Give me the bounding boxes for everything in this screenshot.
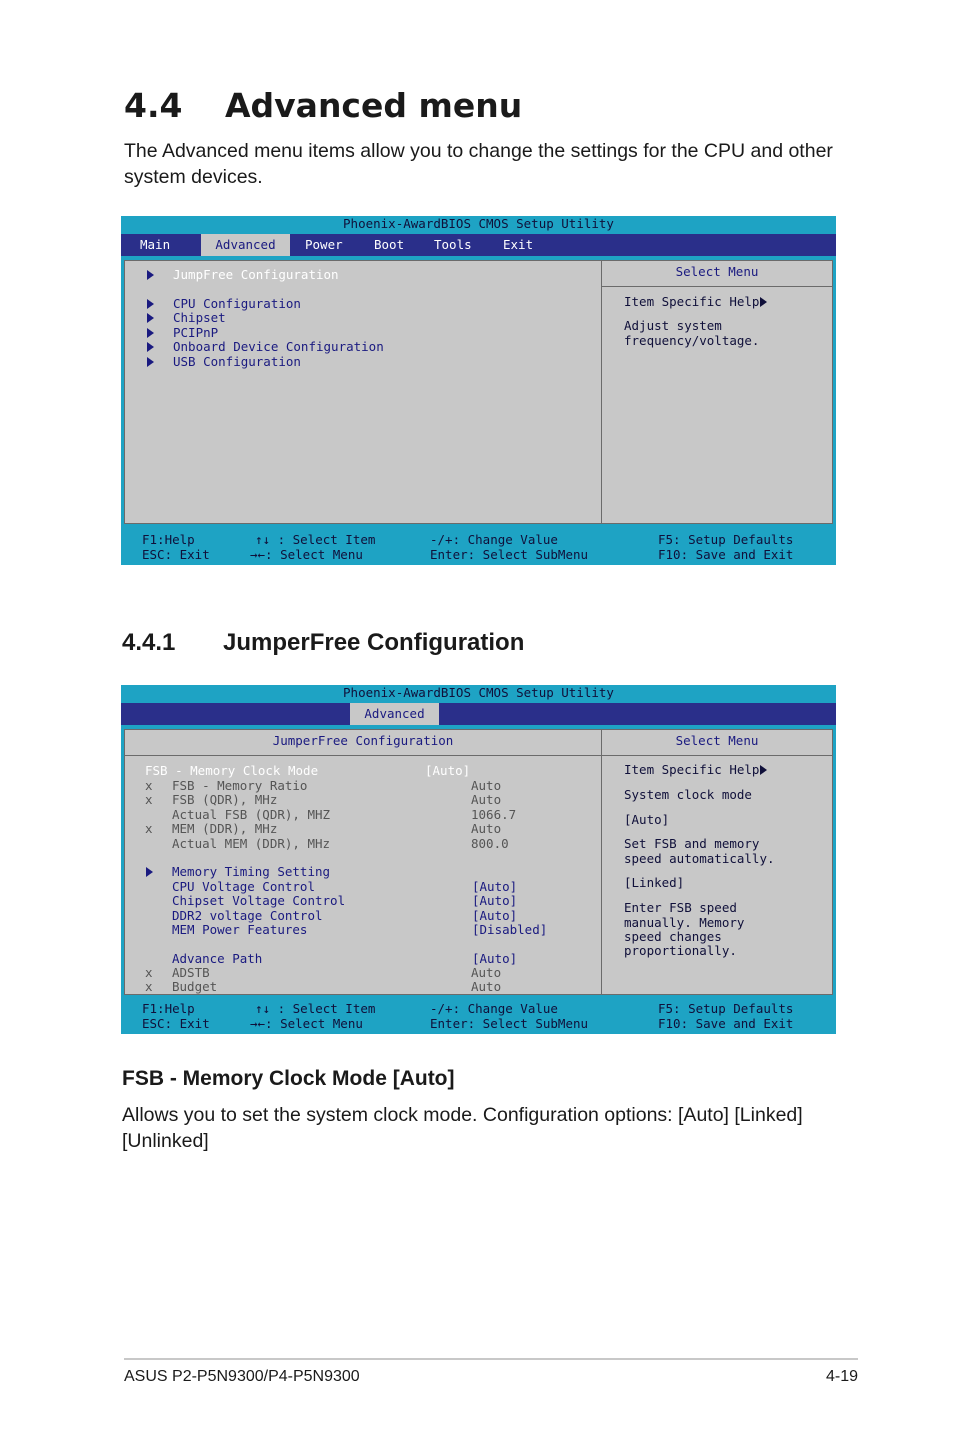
help-text-line: [Linked] xyxy=(624,875,685,890)
status-select-menu: →←: Select Menu xyxy=(250,1016,363,1031)
disabled-mark: x xyxy=(145,778,153,793)
submenu-arrow-icon xyxy=(147,342,154,352)
menu-advanced[interactable]: Advanced xyxy=(350,703,439,725)
page-number: 4-19 xyxy=(825,1368,858,1385)
bios-title: Phoenix-AwardBIOS CMOS Setup Utility xyxy=(343,685,614,700)
menu-power[interactable]: Power xyxy=(305,237,343,252)
item-jumpfree-configuration[interactable]: JumpFree Configuration xyxy=(173,267,339,282)
setting-value: Auto xyxy=(471,965,502,980)
help-text-line: Adjust system xyxy=(624,318,722,333)
status-change-value: -/+: Change Value xyxy=(430,532,558,547)
setting-ddr2-voltage[interactable]: DDR2 voltage Control xyxy=(172,908,323,923)
bios-settings-list xyxy=(125,730,601,994)
help-text-line: [Auto] xyxy=(624,812,670,827)
help-text-line: speed automatically. xyxy=(624,851,775,866)
menu-advanced[interactable]: Advanced xyxy=(201,234,290,256)
setting-actual-fsb: Actual FSB (QDR), MHZ xyxy=(172,807,331,822)
setting-value: Auto xyxy=(471,821,502,836)
setting-fsb-qdr: FSB (QDR), MHz xyxy=(172,792,278,807)
help-text-line: Enter FSB speed xyxy=(624,900,737,915)
menu-boot[interactable]: Boot xyxy=(374,237,405,252)
setting-chipset-voltage[interactable]: Chipset Voltage Control xyxy=(172,893,346,908)
status-f5: F5: Setup Defaults xyxy=(658,1001,794,1016)
bios-help-panel xyxy=(601,730,832,994)
help-header: Select Menu xyxy=(602,730,832,756)
status-f10: F10: Save and Exit xyxy=(658,1016,794,1031)
intro-paragraph: The Advanced menu items allow you to change the settings for the CPU and other system devices. xyxy=(124,140,833,188)
bios-title: Phoenix-AwardBIOS CMOS Setup Utility xyxy=(343,216,614,231)
bios-screen-jumperfree xyxy=(121,685,836,1034)
setting-budget: Budget xyxy=(172,979,218,994)
setting-value: Auto xyxy=(471,792,502,807)
setting-fsb-memory-ratio: FSB - Memory Ratio xyxy=(172,778,308,793)
status-select-item: ↑↓ : Select Item xyxy=(255,532,376,547)
bios-menubar xyxy=(121,703,836,725)
setting-cpu-voltage[interactable]: CPU Voltage Control xyxy=(172,879,315,894)
disabled-mark: x xyxy=(145,792,153,807)
status-select-item: ↑↓ : Select Item xyxy=(255,1001,376,1016)
bios-item-list xyxy=(125,261,601,523)
item-onboard-device-configuration[interactable]: Onboard Device Configuration xyxy=(173,339,384,354)
status-f10: F10: Save and Exit xyxy=(658,547,794,562)
bios-screen-advanced xyxy=(121,216,836,565)
menu-main[interactable]: Main xyxy=(140,237,171,252)
setting-value: 800.0 xyxy=(471,836,509,851)
disabled-mark: x xyxy=(145,965,153,980)
setting-value: 1066.7 xyxy=(471,807,517,822)
help-text-line: System clock mode xyxy=(624,787,752,802)
bios-panel xyxy=(124,729,833,995)
panel-title: JumperFree Configuration xyxy=(125,730,601,756)
setting-mem-power[interactable]: MEM Power Features xyxy=(172,922,308,937)
setting-value[interactable]: [Auto] xyxy=(425,763,471,778)
setting-value[interactable]: [Auto] xyxy=(472,879,518,894)
item-cpu-configuration[interactable]: CPU Configuration xyxy=(173,296,301,311)
disabled-mark: x xyxy=(145,821,153,836)
section-number: 4.4 xyxy=(124,86,183,125)
option-heading: FSB - Memory Clock Mode [Auto] xyxy=(122,1067,455,1090)
bios-statusbar xyxy=(121,1001,836,1033)
menu-exit[interactable]: Exit xyxy=(503,237,534,252)
setting-mem-ddr: MEM (DDR), MHz xyxy=(172,821,278,836)
status-f5: F5: Setup Defaults xyxy=(658,532,794,547)
setting-adstb: ADSTB xyxy=(172,965,210,980)
setting-value: Auto xyxy=(471,979,502,994)
help-title: Item Specific Help xyxy=(624,762,767,777)
help-text-line: speed changes xyxy=(624,929,722,944)
submenu-arrow-icon xyxy=(147,313,154,323)
setting-value[interactable]: [Auto] xyxy=(472,951,518,966)
status-esc: ESC: Exit xyxy=(142,1016,210,1031)
setting-value[interactable]: [Auto] xyxy=(472,893,518,908)
status-enter: Enter: Select SubMenu xyxy=(430,547,589,562)
submenu-arrow-icon xyxy=(147,270,154,280)
status-f1: F1:Help xyxy=(142,1001,195,1016)
help-text-line: frequency/voltage. xyxy=(624,333,760,348)
setting-value: Auto xyxy=(471,778,502,793)
bios-statusbar xyxy=(121,532,836,564)
subsection-title: JumperFree Configuration xyxy=(223,629,525,656)
submenu-arrow-icon xyxy=(146,867,153,877)
setting-fsb-memory-clock-mode[interactable]: FSB - Memory Clock Mode xyxy=(145,763,319,778)
section-heading xyxy=(124,86,522,125)
item-chipset[interactable]: Chipset xyxy=(173,310,226,325)
setting-value[interactable]: [Auto] xyxy=(472,908,518,923)
bios-menubar xyxy=(121,234,836,256)
setting-value[interactable]: [Disabled] xyxy=(472,922,548,937)
status-select-menu: →←: Select Menu xyxy=(250,547,363,562)
subsection-number: 4.4.1 xyxy=(122,629,176,656)
bios-panel xyxy=(124,260,833,524)
help-arrow-icon xyxy=(760,297,767,307)
item-pcipnp[interactable]: PCIPnP xyxy=(173,325,219,340)
status-change-value: -/+: Change Value xyxy=(430,1001,558,1016)
help-text-line: proportionally. xyxy=(624,943,737,958)
disabled-mark: x xyxy=(145,979,153,994)
help-text-line: manually. Memory xyxy=(624,915,745,930)
status-esc: ESC: Exit xyxy=(142,547,210,562)
subsection-heading xyxy=(122,629,524,657)
setting-advance-path[interactable]: Advance Path xyxy=(172,951,263,966)
help-header: Select Menu xyxy=(602,261,832,287)
menu-tools[interactable]: Tools xyxy=(434,237,472,252)
status-f1: F1:Help xyxy=(142,532,195,547)
submenu-arrow-icon xyxy=(147,299,154,309)
setting-actual-mem: Actual MEM (DDR), MHz xyxy=(172,836,331,851)
bios-help-panel xyxy=(601,261,832,523)
submenu-arrow-icon xyxy=(147,357,154,367)
help-text-line: Set FSB and memory xyxy=(624,836,760,851)
section-title: Advanced menu xyxy=(225,86,523,125)
help-arrow-icon xyxy=(760,765,767,775)
item-usb-configuration[interactable]: USB Configuration xyxy=(173,354,301,369)
help-title: Item Specific Help xyxy=(624,294,767,309)
status-enter: Enter: Select SubMenu xyxy=(430,1016,589,1031)
submenu-arrow-icon xyxy=(147,328,154,338)
setting-memory-timing[interactable]: Memory Timing Setting xyxy=(172,864,331,879)
footer-model: ASUS P2-P5N9300/P4-P5N9300 xyxy=(124,1368,360,1385)
footer-divider xyxy=(124,1358,858,1360)
option-description: Allows you to set the system clock mode. Configuration options: [Auto] [Linked] [Unlinked] xyxy=(122,1104,803,1152)
